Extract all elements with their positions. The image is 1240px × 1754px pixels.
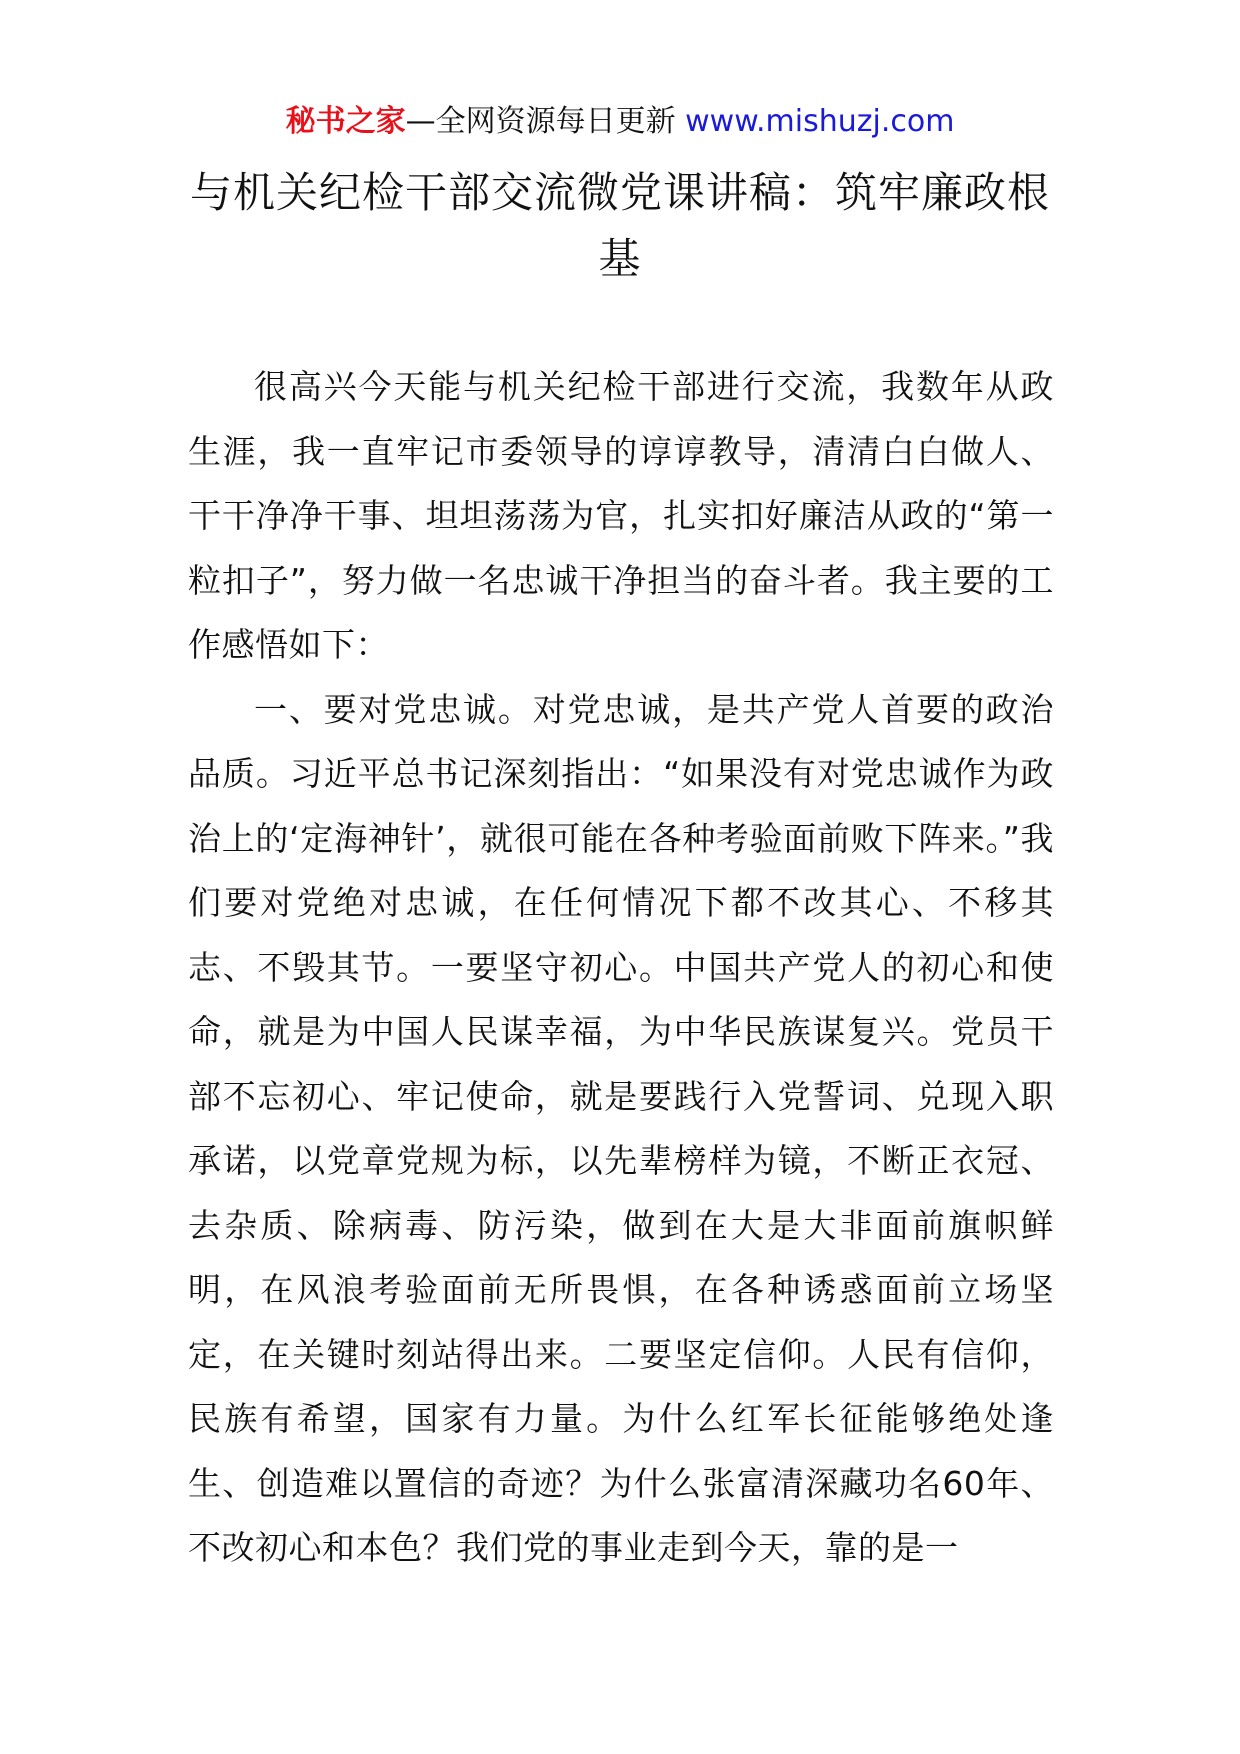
header-tagline: —全网资源每日更新 — [405, 104, 676, 139]
site-url-link[interactable]: www.mishuzj.com — [685, 104, 955, 139]
document-body — [188, 355, 1054, 1581]
document-title: 与机关纪检干部交流微党课讲稿：筑牢廉政根基 — [190, 168, 1051, 283]
brand-name: 秘书之家 — [285, 104, 406, 139]
paragraph-intro: 很高兴今天能与机关纪检干部进行交流，我数年从政生涯，我一直牢记市委领导的谆谆教导，清清白白做人、干干净净干事、坦坦荡荡为官，扎实扣好廉洁从政的“第一粒扣子”，努力做一名忠诚干净担当的奋斗者。我主要的工作感悟如下： — [188, 367, 1054, 664]
site-header — [0, 100, 1240, 144]
paragraph-loyalty: 一、要对党忠诚。对党忠诚，是共产党人首要的政治品质。习近平总书记深刻指出：“如果没有对党忠诚作为政治上的‘定海神针’，就很可能在各种考验面前败下阵来。”我们要对党绝对忠诚，在任何情况下都不改其心、不移其志、不毁其节。一要坚守初心。中国共产党人的初心和使命，就是为中国人民谋幸福，为中华民族谋复兴。党员干部不忘初心、牢记使命，就是要践行入党誓词、兑现入职承诺，以党章党规为标，以先辈榜样为镜，不断正衣冠、去杂质、除病毒、防污染，做到在大是大非面前旗帜鲜明，在风浪考验面前无所畏惧，在各种诱惑面前立场坚定，在关键时刻站得出来。二要坚定信仰。人民有信仰，民族有希望，国家有力量。为什么红军长征能够绝处逢生、创造难以置信的奇迹？为什么张富清深藏功名60年、不改初心和本色？我们党的事业走到今天，靠的是一 — [188, 689, 1054, 1567]
